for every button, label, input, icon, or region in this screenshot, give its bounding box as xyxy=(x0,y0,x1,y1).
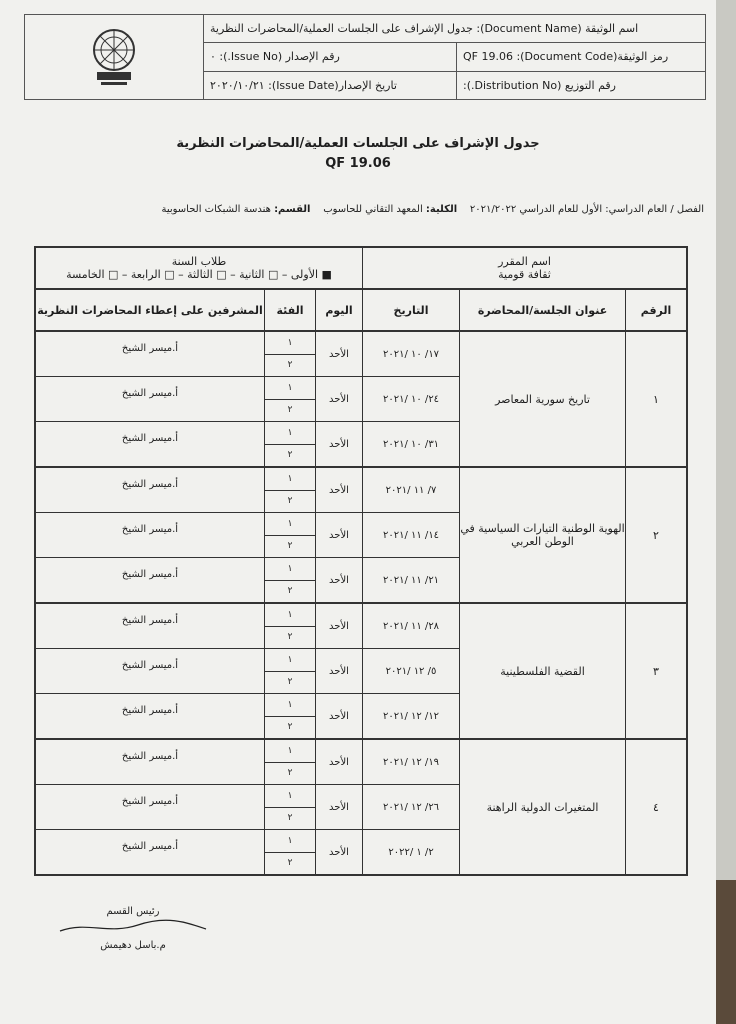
session-day: الأحد xyxy=(315,513,362,557)
issue-date-field: تاريخ الإصدار(Issue Date): ٢٠٢٠/١٠/٢١ xyxy=(204,72,457,99)
class-two: ٢ xyxy=(287,405,293,416)
class-one: ١ xyxy=(265,830,315,853)
session-class xyxy=(264,649,315,693)
session-date: ٣١/ ١٠ /٢٠٢١ xyxy=(362,422,459,466)
session-class xyxy=(264,830,315,874)
session-day: الأحد xyxy=(315,558,362,602)
lecture-title: المتغيرات الدولية الراهنة xyxy=(459,740,625,874)
class-two: ٢ xyxy=(287,450,293,461)
session-day: الأحد xyxy=(315,830,362,874)
session-supervisor: أ.ميسر الشيخ xyxy=(121,750,179,762)
course-meta xyxy=(161,204,704,215)
student-year-options: الأولى – □ الثانية – □ الثالثة – □ الرابعة – □ الخامسة xyxy=(66,268,319,281)
signature-role: رئيس القسم xyxy=(106,906,160,917)
session-date: ٥/ ١٢ /٢٠٢١ xyxy=(362,649,459,693)
session-date: ١٤/ ١١ /٢٠٢١ xyxy=(362,513,459,557)
group-number: ٤ xyxy=(625,740,686,874)
session-date: ٧/ ١١ /٢٠٢١ xyxy=(362,468,459,512)
department-text: هندسة الشبكات الحاسوبية xyxy=(161,204,271,215)
class-one: ١ xyxy=(265,740,315,763)
class-two: ٢ xyxy=(287,768,293,779)
table-row xyxy=(36,558,459,602)
session-date: ١٢/ ١٢ /٢٠٢١ xyxy=(362,694,459,738)
session-supervisor: أ.ميسر الشيخ xyxy=(121,478,179,490)
table-row xyxy=(36,422,459,466)
session-day: الأحد xyxy=(315,422,362,466)
page-edge xyxy=(716,0,736,1024)
class-one: ١ xyxy=(265,694,315,717)
table-row xyxy=(36,604,459,649)
col-class: الفئة xyxy=(264,290,315,330)
class-two: ٢ xyxy=(287,360,293,371)
table-row xyxy=(36,694,459,738)
faculty-text: المعهد التقاني للحاسوب xyxy=(323,204,423,215)
table-row xyxy=(36,377,459,422)
document-code-field: رمز الوثيقة(Document Code): QF 19.06 xyxy=(463,50,669,64)
session-class xyxy=(264,740,315,784)
session-day: الأحد xyxy=(315,785,362,829)
semester-text: الفصل / العام الدراسي: الأول للعام الدراسي ٢٠٢١/٢٠٢٢ xyxy=(469,204,704,215)
session-day: الأحد xyxy=(315,604,362,648)
class-one: ١ xyxy=(265,558,315,581)
faculty-label: الكلية: xyxy=(425,204,458,215)
session-class xyxy=(264,558,315,602)
table-row xyxy=(36,830,459,874)
student-year-cell xyxy=(36,248,362,288)
session-supervisor: أ.ميسر الشيخ xyxy=(121,659,179,671)
class-two: ٢ xyxy=(287,677,293,688)
lecture-title: الهوية الوطنية التيارات السياسية في الوطن العربي xyxy=(459,468,625,602)
session-date: ٢٦/ ١٢ /٢٠٢١ xyxy=(362,785,459,829)
class-two: ٢ xyxy=(287,858,293,869)
student-year-label: طلاب السنة xyxy=(171,255,227,268)
distribution-number-field: رقم التوزيع (Distribution No.): xyxy=(463,78,616,92)
table-row xyxy=(36,649,459,694)
class-one: ١ xyxy=(265,604,315,627)
course-cell xyxy=(362,248,686,288)
session-supervisor: أ.ميسر الشيخ xyxy=(121,840,179,852)
session-day: الأحد xyxy=(315,649,362,693)
class-two: ٢ xyxy=(287,541,293,552)
col-title: عنوان الجلسة/المحاضرة xyxy=(459,290,625,330)
session-supervisor: أ.ميسر الشيخ xyxy=(121,795,179,807)
university-logo-icon xyxy=(79,22,149,92)
session-supervisor: أ.ميسر الشيخ xyxy=(121,614,179,626)
table-header-row xyxy=(36,290,686,332)
signature-block xyxy=(58,906,208,951)
session-date: ٢/ ١ /٢٠٢٢ xyxy=(362,830,459,874)
class-two: ٢ xyxy=(287,496,293,507)
session-supervisor: أ.ميسر الشيخ xyxy=(121,342,179,354)
table-row xyxy=(36,332,459,377)
col-supervisors: المشرفين على إعطاء المحاضرات النظرية xyxy=(37,303,263,317)
class-one: ١ xyxy=(265,377,315,400)
session-date: ٢١/ ١١ /٢٠٢١ xyxy=(362,558,459,602)
lecture-group xyxy=(36,468,686,604)
document-name-field: اسم الوثيقة (Document Name): جدول الإشراف على الجلسات العملية/المحاضرات النظرية xyxy=(210,22,639,36)
class-two: ٢ xyxy=(287,632,293,643)
session-day: الأحد xyxy=(315,468,362,512)
page-title: جدول الإشراف على الجلسات العملية/المحاضرات النظرية xyxy=(176,136,540,151)
schedule-table xyxy=(34,246,688,876)
group-number: ٢ xyxy=(625,468,686,602)
session-class xyxy=(264,694,315,738)
session-date: ٢٨/ ١١ /٢٠٢١ xyxy=(362,604,459,648)
class-one: ١ xyxy=(265,468,315,491)
session-day: الأحد xyxy=(315,377,362,421)
session-date: ١٩/ ١٢ /٢٠٢١ xyxy=(362,740,459,784)
university-logo xyxy=(25,15,204,99)
col-date: التاريخ xyxy=(362,290,459,330)
session-class xyxy=(264,332,315,376)
session-supervisor: أ.ميسر الشيخ xyxy=(121,387,179,399)
class-one: ١ xyxy=(265,785,315,808)
checked-box-icon: ■ xyxy=(321,268,332,281)
class-one: ١ xyxy=(265,422,315,445)
signature-name: م.باسل دهيمش xyxy=(100,940,166,951)
form-code: QF 19.06 xyxy=(325,156,391,171)
session-day: الأحد xyxy=(315,332,362,376)
session-supervisor: أ.ميسر الشيخ xyxy=(121,568,179,580)
class-one: ١ xyxy=(265,649,315,672)
lecture-group xyxy=(36,604,686,740)
session-supervisor: أ.ميسر الشيخ xyxy=(121,432,179,444)
session-class xyxy=(264,513,315,557)
table-row xyxy=(36,740,459,785)
session-date: ٢٤/ ١٠ /٢٠٢١ xyxy=(362,377,459,421)
session-supervisor: أ.ميسر الشيخ xyxy=(121,704,179,716)
col-number: الرقم xyxy=(625,290,686,330)
course-label: اسم المقرر xyxy=(498,255,551,268)
session-supervisor: أ.ميسر الشيخ xyxy=(121,523,179,535)
session-class xyxy=(264,785,315,829)
document-header xyxy=(24,14,706,100)
session-date: ١٧/ ١٠ /٢٠٢١ xyxy=(362,332,459,376)
table-row xyxy=(36,513,459,558)
lecture-group xyxy=(36,332,686,468)
department-label: القسم: xyxy=(274,204,311,215)
group-number: ١ xyxy=(625,332,686,466)
table-row xyxy=(36,468,459,513)
col-day: اليوم xyxy=(315,290,362,330)
issue-number-field: رقم الإصدار (Issue No.): ٠ xyxy=(204,43,457,70)
session-class xyxy=(264,604,315,648)
handwritten-signature xyxy=(58,917,208,937)
session-class xyxy=(264,468,315,512)
class-one: ١ xyxy=(265,332,315,355)
session-class xyxy=(264,422,315,466)
lecture-title: تاريخ سورية المعاصر xyxy=(459,332,625,466)
class-one: ١ xyxy=(265,513,315,536)
course-name: ثقافة قومية xyxy=(498,268,551,281)
class-two: ٢ xyxy=(287,722,293,733)
class-two: ٢ xyxy=(287,813,293,824)
session-class xyxy=(264,377,315,421)
background-surface xyxy=(716,880,736,1024)
class-two: ٢ xyxy=(287,586,293,597)
session-day: الأحد xyxy=(315,694,362,738)
lecture-group xyxy=(36,740,686,874)
table-row xyxy=(36,785,459,830)
lecture-title: القضية الفلسطينية xyxy=(459,604,625,738)
session-day: الأحد xyxy=(315,740,362,784)
group-number: ٣ xyxy=(625,604,686,738)
